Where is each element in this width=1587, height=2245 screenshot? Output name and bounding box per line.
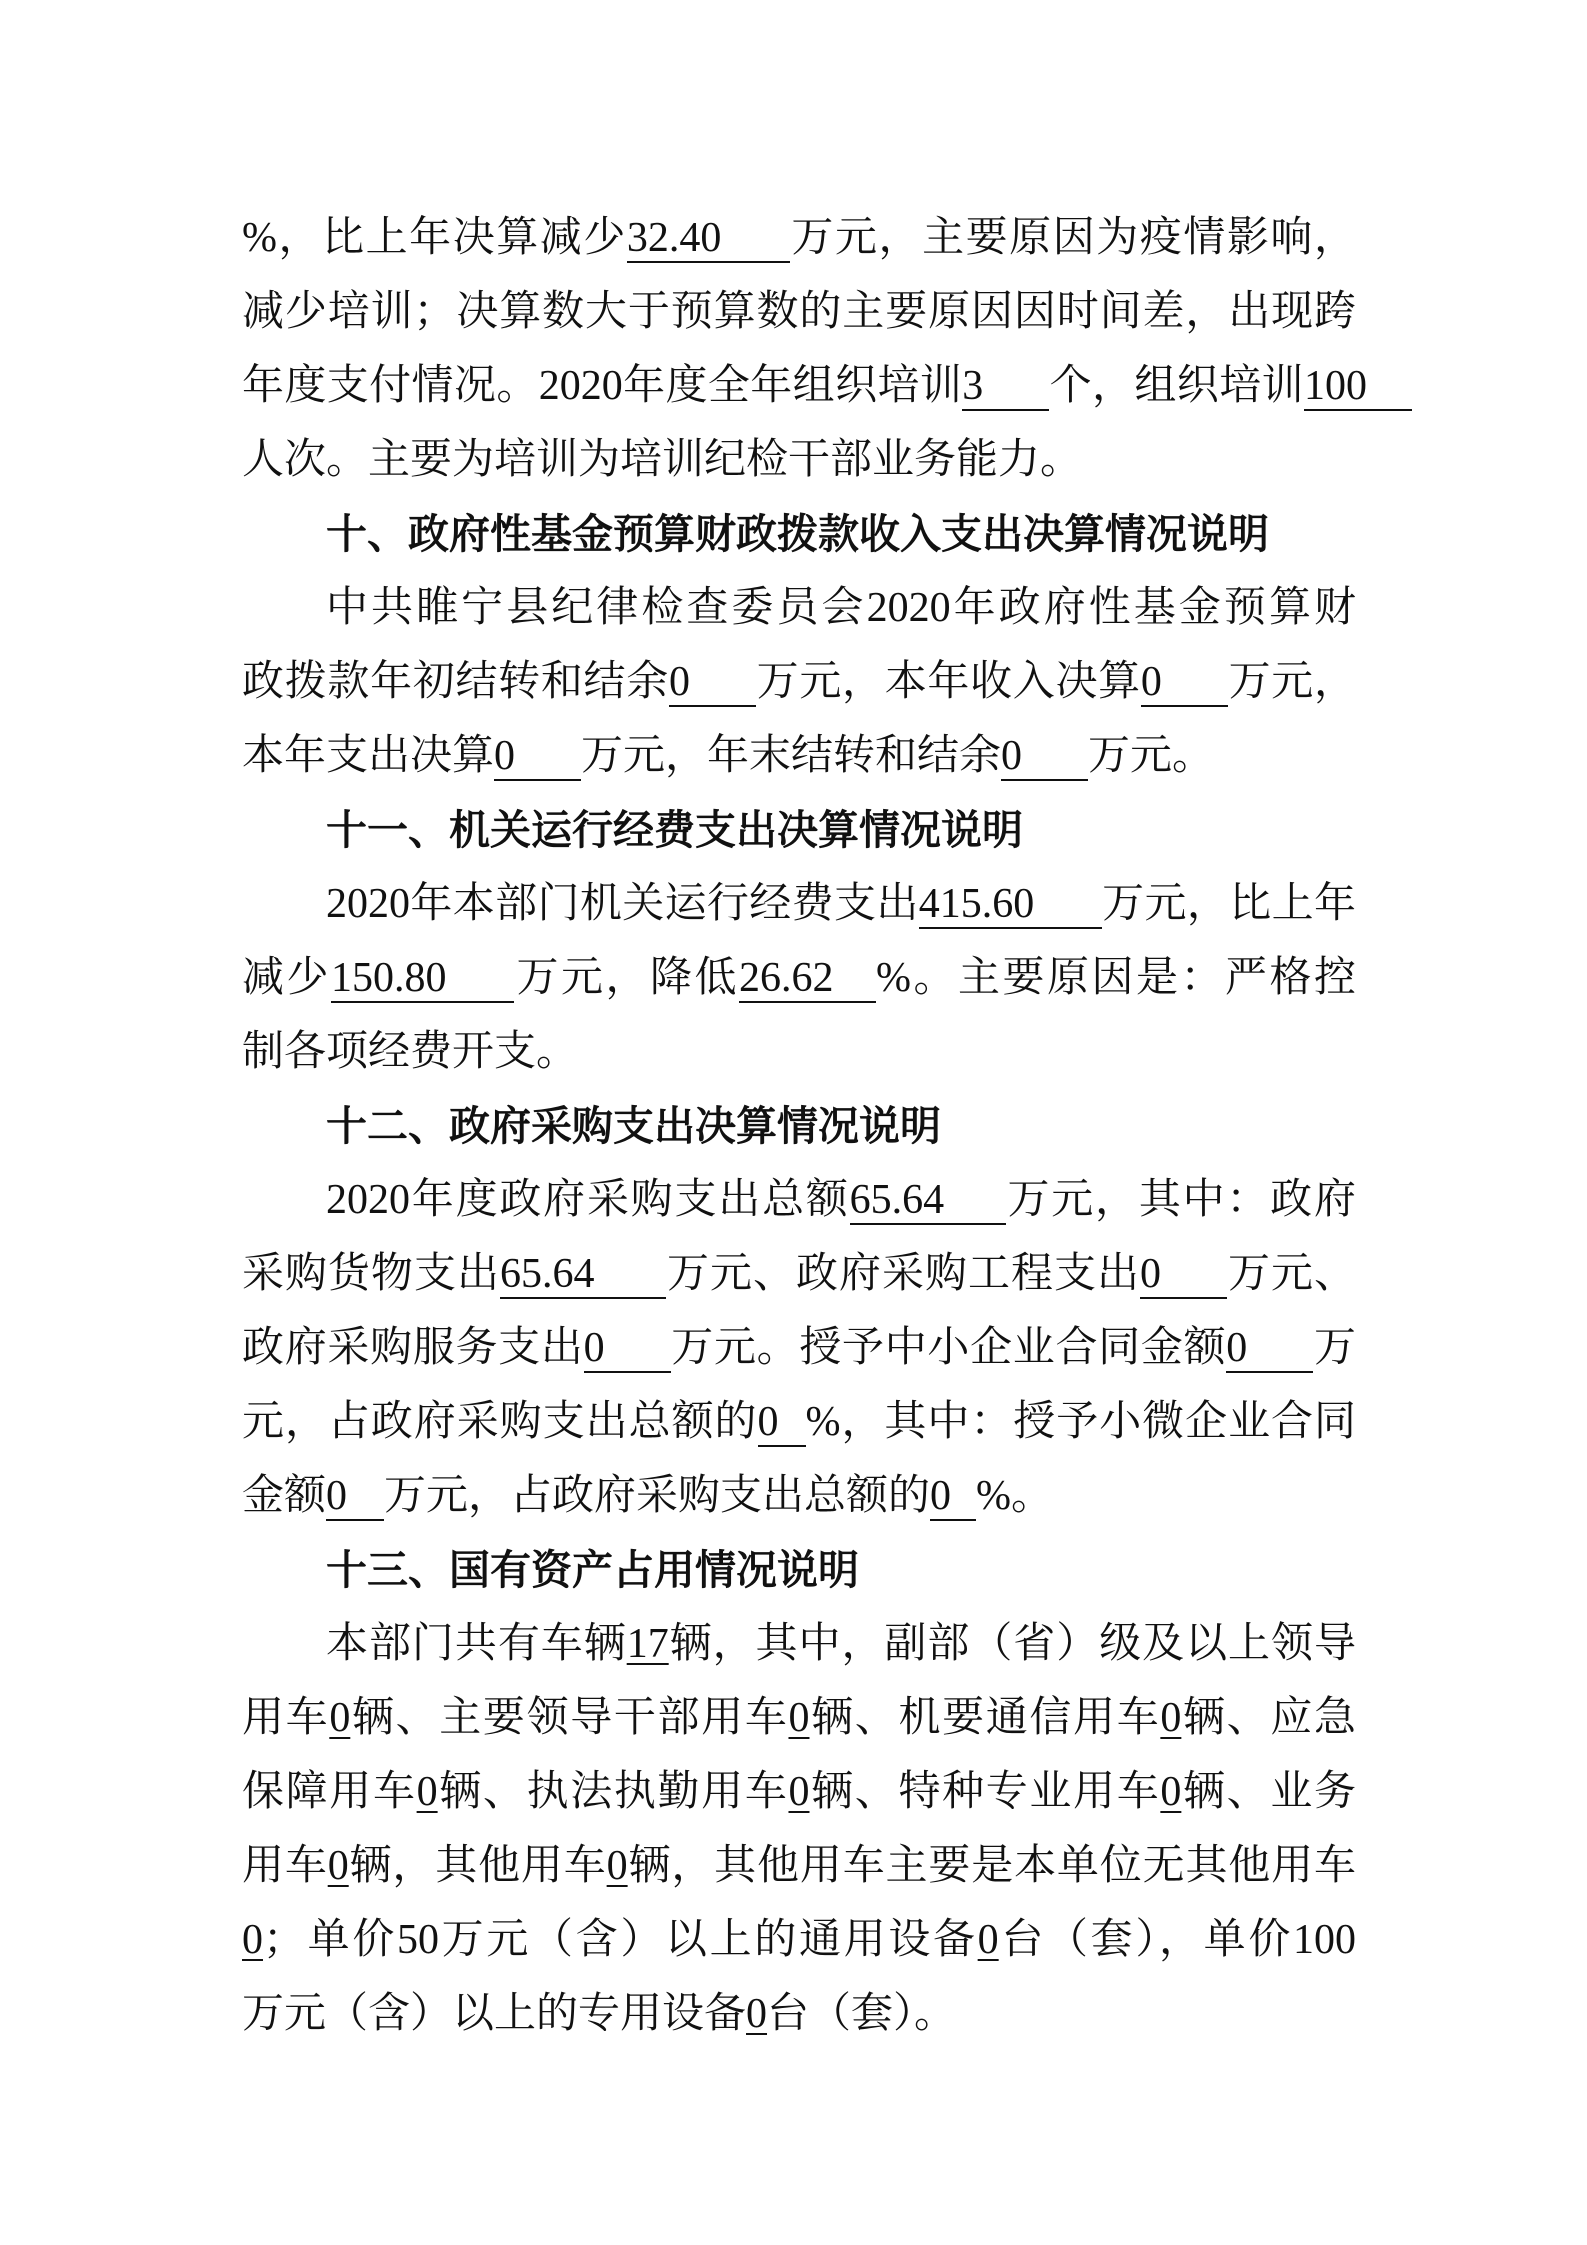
training-expense-decrease-value: 32.40	[627, 215, 790, 263]
text-segment: 年度支付情况。2020年度全年组织培训	[242, 363, 963, 409]
services-procurement-value: 0	[584, 1325, 671, 1373]
text-segment: 辆、执法执勤用车	[437, 1769, 789, 1815]
text-segment: 中共睢宁县纪律检查委员会2020年政府性基金预算财	[326, 585, 1356, 631]
section-12-line-3	[242, 1311, 1356, 1385]
text-segment: 万元、	[1226, 1251, 1356, 1297]
section-11-heading: 十一、机关运行经费支出决算情况说明	[326, 806, 1023, 854]
text-segment: 辆，其他用车主要是本单位无其他用车	[627, 1843, 1356, 1889]
text-segment: 减少培训；决算数大于预算数的主要原因因时间差，出现跨	[242, 289, 1356, 335]
text-segment: 辆、特种专业用车	[809, 1769, 1161, 1815]
text-segment: 人次。主要为培训为培训纪检干部业务能力。	[242, 437, 1083, 483]
operating-decrease-percent: 26.62	[739, 955, 876, 1003]
training-attendees-value: 100	[1304, 363, 1412, 411]
section-13-heading: 十三、国有资产占用情况说明	[326, 1546, 859, 1594]
vehicle-count-value: 0	[1160, 1769, 1182, 1815]
text-segment: 金额	[242, 1473, 327, 1519]
vehicle-count-value: 0	[329, 1695, 351, 1741]
section-11-line-3	[242, 1015, 1356, 1089]
text-segment: 采购货物支出	[242, 1251, 500, 1297]
text-segment: 万元，主要原因为疫情影响，	[789, 215, 1356, 261]
equipment-count-value: 0	[977, 1917, 999, 1963]
vehicle-total-value: 17	[626, 1621, 669, 1667]
text-segment: 万元，比上年	[1101, 881, 1356, 927]
text-segment: 万元，降低	[514, 955, 739, 1001]
procurement-total-value: 65.64	[850, 1177, 1006, 1225]
text-segment: 用车	[242, 1695, 330, 1741]
works-procurement-value: 0	[1140, 1251, 1227, 1299]
text-segment: ；单价50万元（含）以上的通用设备	[263, 1917, 978, 1963]
text-segment: 台（套），单价100	[998, 1917, 1356, 1963]
equipment-count-value: 0	[746, 1991, 768, 2037]
section-10-line-3	[242, 719, 1356, 793]
vehicle-count-value: 0	[606, 1843, 628, 1889]
operating-expense-value: 415.60	[919, 881, 1102, 929]
section-12-heading: 十二、政府采购支出决算情况说明	[326, 1102, 941, 1150]
text-segment: %，其中：授予小微企业合同	[805, 1399, 1356, 1445]
section-12-line-2	[242, 1237, 1356, 1311]
sme-contract-value: 0	[1226, 1325, 1313, 1373]
text-segment: 辆、主要领导干部用车	[350, 1695, 789, 1741]
text-segment: %，比上年决算减少	[242, 215, 627, 261]
text-segment: 元，占政府采购支出总额的	[242, 1399, 758, 1445]
section-10-heading: 十、政府性基金预算财政拨款收入支出决算情况说明	[326, 510, 1269, 558]
training-count-value: 3	[962, 363, 1049, 411]
section-12-line-1	[242, 1163, 1356, 1237]
sme-share-value: 0	[758, 1399, 806, 1447]
text-segment: 万元，本年收入决算	[755, 659, 1141, 705]
text-segment: 辆，其他用车	[348, 1843, 607, 1889]
micro-contract-value: 0	[326, 1473, 384, 1521]
text-segment: 万元，	[1227, 659, 1356, 705]
section-12-line-5	[242, 1459, 1356, 1533]
text-segment: 本年支出决算	[242, 733, 495, 779]
text-segment: 万元、政府采购工程支出	[666, 1251, 1140, 1297]
text-segment: 2020年本部门机关运行经费支出	[326, 881, 919, 927]
income-value: 0	[1141, 659, 1228, 707]
text-segment: 万元，占政府采购支出总额的	[384, 1473, 931, 1519]
closing-balance-value: 0	[1001, 733, 1088, 781]
section-10-line-2	[242, 645, 1356, 719]
vehicle-count-value: 0	[327, 1843, 349, 1889]
text-segment: 制各项经费开支。	[242, 1029, 579, 1075]
text-segment: %。主要原因是：严格控	[876, 955, 1356, 1001]
text-segment: 保障用车	[242, 1769, 417, 1815]
document-body	[242, 201, 1367, 2051]
section-11-line-2	[242, 941, 1356, 1015]
section-12-line-4	[242, 1385, 1356, 1459]
training-paragraph-line-2	[242, 275, 1356, 349]
text-segment: 本部门共有车辆	[326, 1621, 627, 1667]
training-paragraph-line-1	[242, 201, 1356, 275]
text-segment: 辆，其中，副部（省）级及以上领导	[668, 1621, 1356, 1667]
operating-decrease-value: 150.80	[331, 955, 514, 1003]
section-13-line-5	[242, 1903, 1356, 1977]
text-segment: 政府采购服务支出	[242, 1325, 584, 1371]
training-paragraph-line-3	[242, 349, 1412, 423]
section-13-line-3	[242, 1755, 1356, 1829]
text-segment: %。	[976, 1473, 1054, 1519]
opening-balance-value: 0	[669, 659, 756, 707]
vehicle-count-value: 0	[788, 1695, 810, 1741]
text-segment: 万元（含）以上的专用设备	[242, 1991, 747, 2037]
text-segment: 用车	[242, 1843, 328, 1889]
text-segment: 辆、应急	[1181, 1695, 1356, 1741]
text-segment: 辆、业务	[1181, 1769, 1356, 1815]
text-segment: 台（套）。	[767, 1991, 957, 2037]
text-segment: 万元，其中：政府	[1005, 1177, 1356, 1223]
section-13-line-4	[242, 1829, 1356, 1903]
text-segment: 万元。	[1088, 733, 1215, 779]
text-segment: 万	[1313, 1325, 1356, 1371]
section-13-line-6	[242, 1977, 1356, 2051]
text-segment: 辆、机要通信用车	[809, 1695, 1161, 1741]
text-segment: 万元，年末结转和结余	[581, 733, 1002, 779]
goods-procurement-value: 65.64	[500, 1251, 666, 1299]
section-13-line-2	[242, 1681, 1356, 1755]
section-13-line-1	[242, 1607, 1356, 1681]
vehicle-count-value: 0	[416, 1769, 438, 1815]
training-paragraph-line-4	[242, 423, 1356, 497]
section-11-line-1	[242, 867, 1356, 941]
text-segment: 减少	[242, 955, 331, 1001]
vehicle-count-value: 0	[1160, 1695, 1182, 1741]
text-segment: 万元。授予中小企业合同金额	[670, 1325, 1227, 1371]
expense-value: 0	[494, 733, 581, 781]
text-segment: 政拨款年初结转和结余	[242, 659, 669, 705]
micro-share-value: 0	[930, 1473, 976, 1521]
section-10-line-1	[242, 571, 1356, 645]
text-segment: 2020年度政府采购支出总额	[326, 1177, 850, 1223]
vehicle-count-value: 0	[788, 1769, 810, 1815]
text-segment: 个，组织培训	[1049, 363, 1304, 409]
vehicle-count-value: 0	[242, 1917, 263, 1963]
